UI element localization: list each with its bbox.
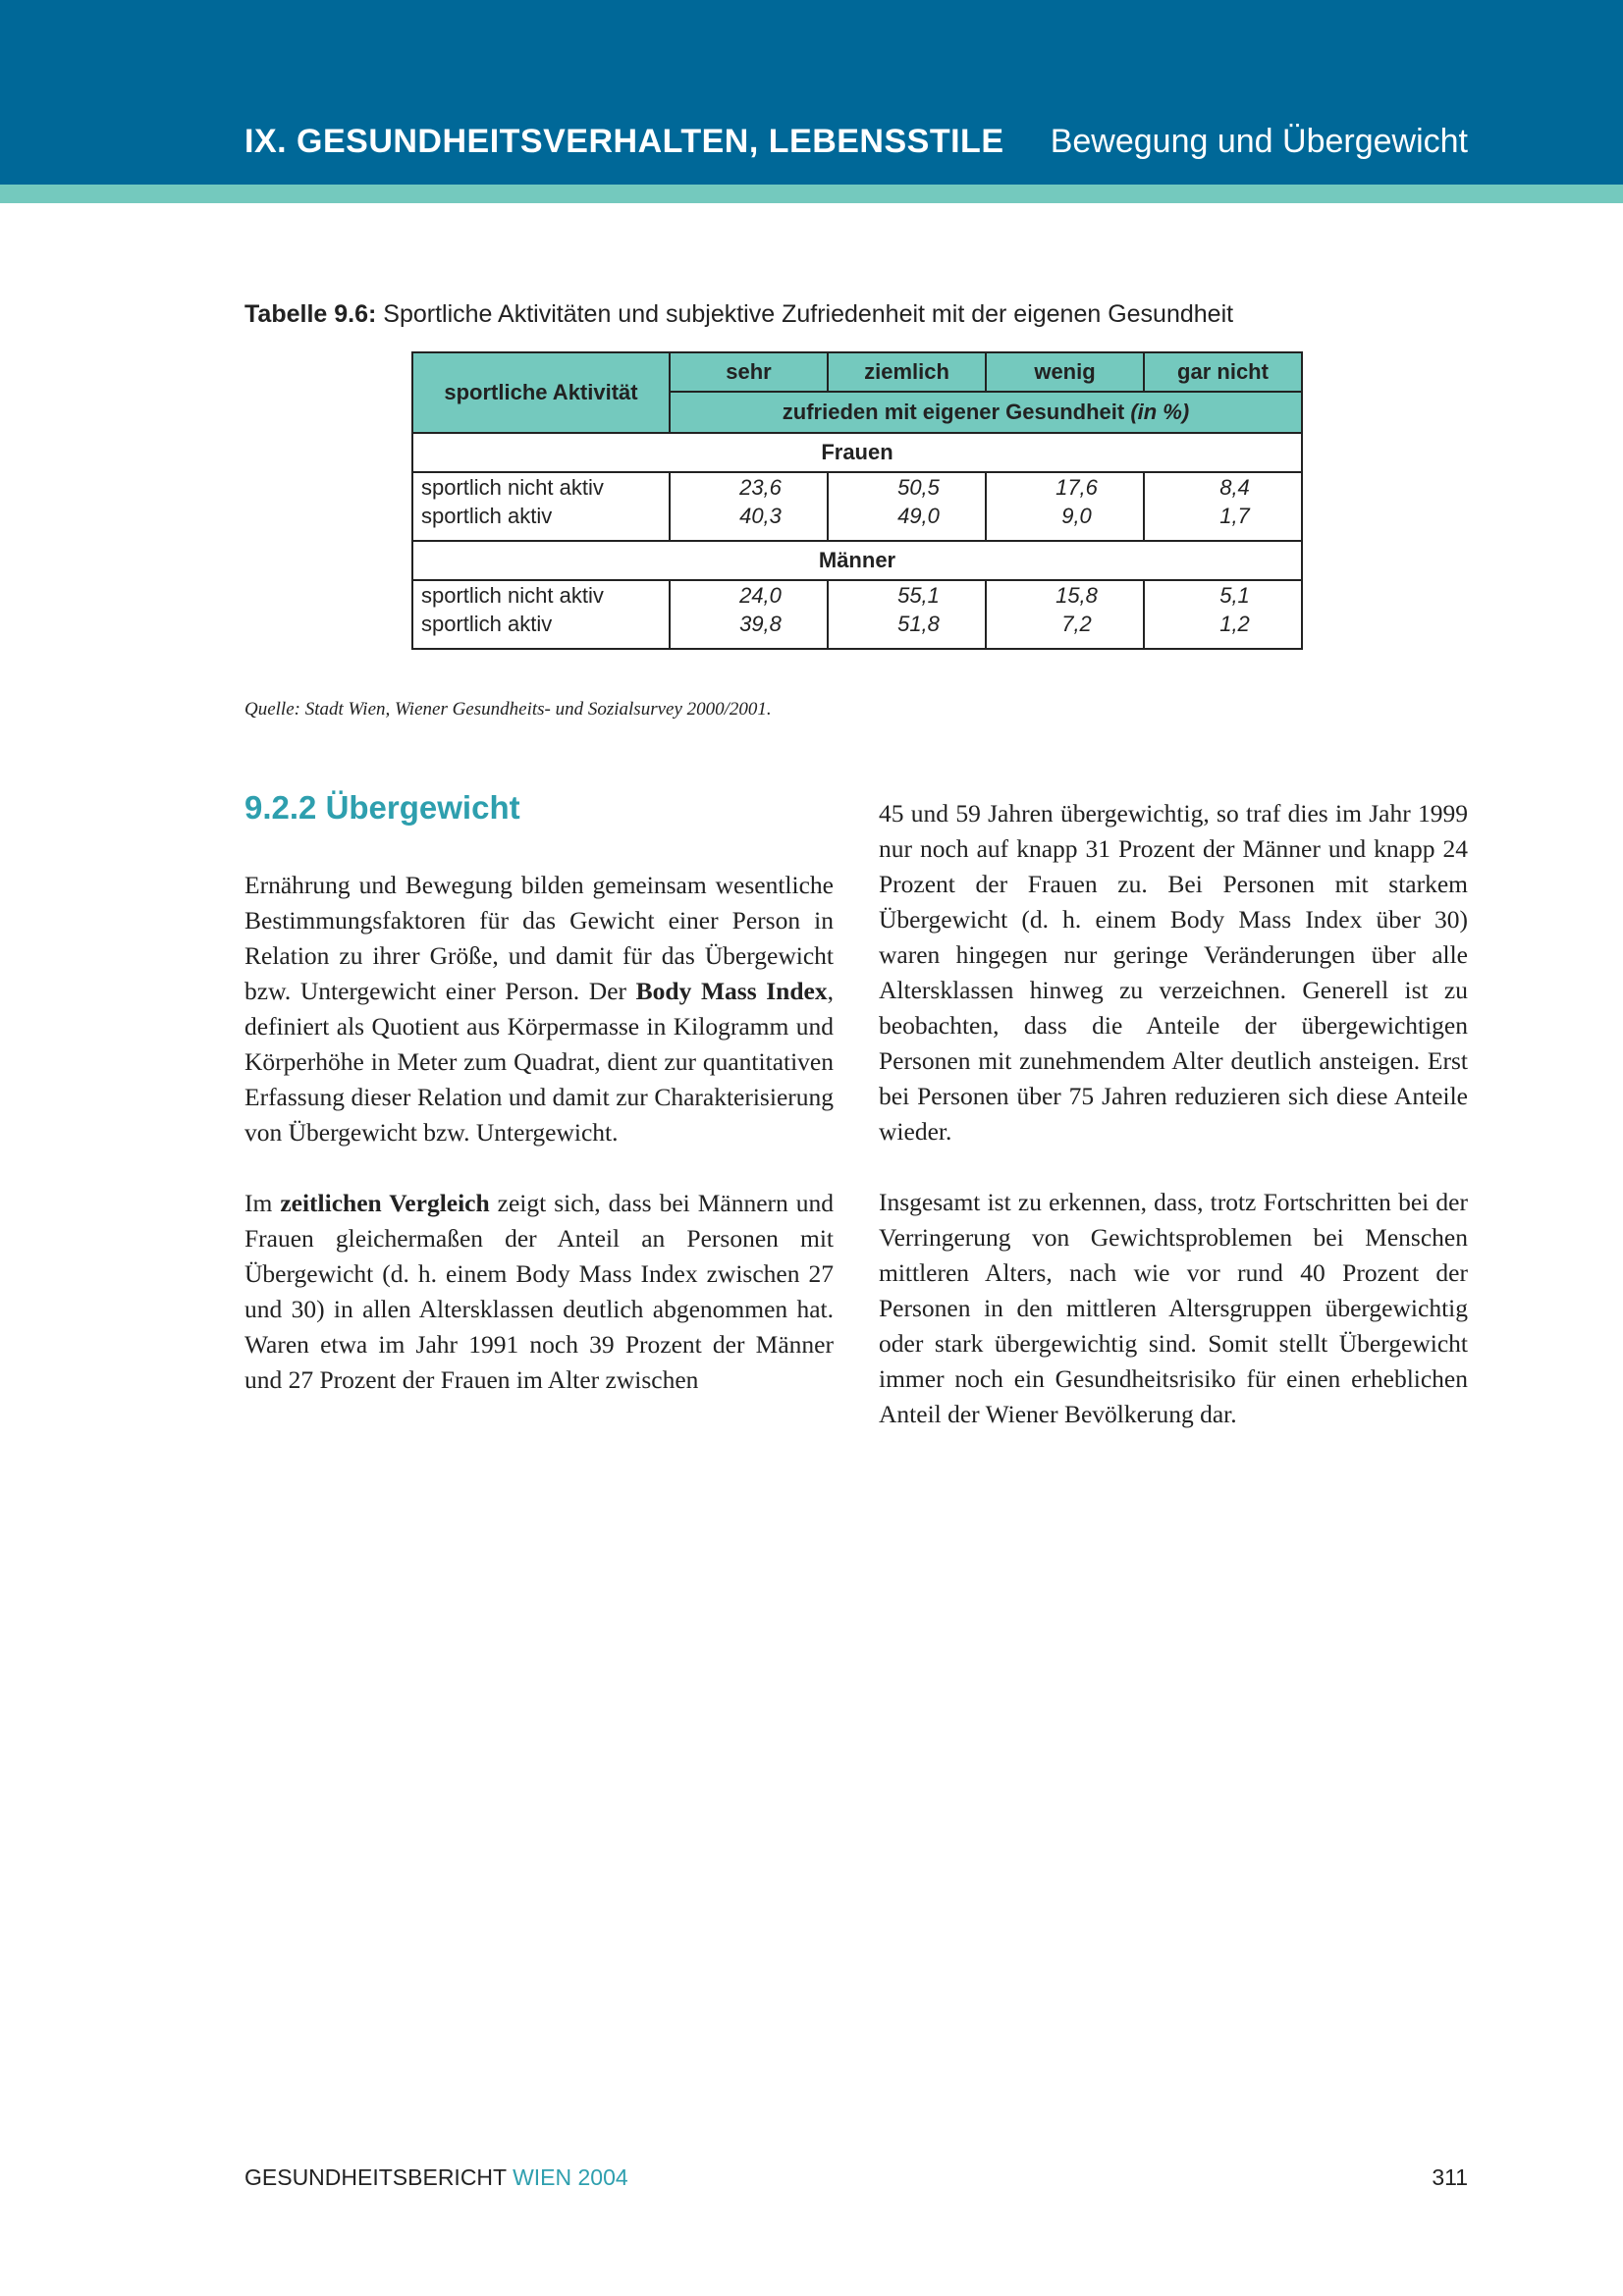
value-cell: [1144, 472, 1302, 541]
value: 1,2: [1219, 612, 1250, 636]
footer-title: GESUNDHEITSBERICHT WIEN 2004: [244, 2164, 628, 2190]
row-label: sportlich nicht aktiv: [421, 475, 604, 500]
table-caption-text: Sportliche Aktivitäten und subjektive Zufriedenheit mit der eigenen Gesundheit: [383, 300, 1234, 328]
column-header: sehr: [670, 352, 828, 392]
value-cell: [670, 472, 828, 541]
table-source: Quelle: Stadt Wien, Wiener Gesundheits- und Sozialsurvey 2000/2001.: [244, 699, 772, 720]
value: 51,8: [897, 612, 940, 636]
term-bmi: Body Mass Index: [635, 977, 828, 1005]
value: 5,1: [1219, 583, 1250, 608]
row-label: sportlich aktiv: [421, 504, 553, 528]
group-label: Frauen: [412, 433, 1302, 472]
value-cell: [670, 580, 828, 649]
group-label: Männer: [412, 541, 1302, 580]
value: 8,4: [1219, 475, 1250, 500]
value: 39,8: [739, 612, 782, 636]
section-heading: 9.2.2 Übergewicht: [244, 789, 520, 826]
value: 9,0: [1061, 504, 1092, 528]
chapter-title: IX. GESUNDHEITSVERHALTEN, LEBENSSTILE: [244, 123, 1004, 160]
column-header: ziemlich: [828, 352, 986, 392]
subheader-text: zufrieden mit eigener Gesundheit: [782, 400, 1125, 424]
header-bar: [0, 0, 1623, 185]
paragraph: 45 und 59 Jahren übergewichtig, so traf dies im Jahr 1999 nur noch auf knapp 31 Prozent der Männer und knapp 24 Prozent der Frauen zu. Bei Personen mit starkem Übergewicht (d. h. einem Body Mass Index über 30) waren hingegen nur geringe Veränderungen über alle Altersklassen hinweg zu verzeichnen. Generell ist zu beobachten, dass die Anteile der übergewichtigen Personen mit zunehmendem Alter deutlich ansteigen. Erst bei Personen über 75 Jahren reduzieren sich diese Anteile wieder.: [879, 799, 1468, 1146]
row-label: sportlich nicht aktiv: [421, 583, 604, 608]
text-column-right: [879, 796, 1468, 1468]
value: 55,1: [897, 583, 940, 608]
row-labels: [412, 472, 670, 541]
header-stripe: [0, 185, 1623, 203]
column-header: gar nicht: [1144, 352, 1302, 392]
table-caption: [244, 300, 1233, 329]
row-label: sportlich aktiv: [421, 612, 553, 636]
term-comparison: zeitlichen Vergleich: [280, 1189, 490, 1217]
value: 49,0: [897, 504, 940, 528]
value-cell: [1144, 580, 1302, 649]
subheader-cell: [670, 392, 1302, 433]
paragraph: Ernährung und Bewegung bilden gemeinsam wesentliche Bestimmungsfaktoren für das Gewicht einer Person in Relation zu ihrer Größe, und damit für das Übergewicht bzw. Untergewicht einer Person. Der Body Mass Index, definiert als Quotient aus Körpermasse in Kilogramm und Körperhöhe in Meter zum Quadrat, dient zur quantitativen Erfassung dieser Relation und damit zur Charakterisierung von Übergewicht bzw. Untergewicht.: [244, 871, 834, 1147]
topic-title: Bewegung und Übergewicht: [1050, 123, 1468, 160]
column-header: wenig: [986, 352, 1144, 392]
value: 24,0: [739, 583, 782, 608]
activity-table: [411, 351, 1303, 650]
value-cell: [828, 580, 986, 649]
value: 40,3: [739, 504, 782, 528]
paragraph: Im zeitlichen Vergleich zeigt sich, dass bei Männern und Frauen gleichermaßen der Anteil an Personen mit Übergewicht (d. h. einem Body Mass Index zwischen 27 und 30) in allen Altersklassen deutlich abgenommen hat. Waren etwa im Jahr 1991 noch 39 Prozent der Männer und 27 Prozent der Frauen im Alter zwischen: [244, 1189, 834, 1394]
value: 23,6: [739, 475, 782, 500]
subheader-unit: (in %): [1130, 400, 1190, 424]
value: 17,6: [1055, 475, 1098, 500]
row-header-cell: sportliche Aktivität: [412, 352, 670, 433]
table-caption-label: Tabelle 9.6:: [244, 300, 377, 328]
value: 50,5: [897, 475, 940, 500]
value: 15,8: [1055, 583, 1098, 608]
value-cell: [828, 472, 986, 541]
text-column-left: [244, 868, 834, 1433]
paragraph: Insgesamt ist zu erkennen, dass, trotz Fortschritten bei der Verringerung von Gewichtsproblemen bei Menschen mittleren Alters, nach wie vor rund 40 Prozent der Personen in den mittleren Altersgruppen übergewichtig oder stark übergewichtig sind. Somit stellt Übergewicht immer noch ein Gesundheitsrisiko für einen erheblichen Anteil der Wiener Bevölkerung dar.: [879, 1188, 1468, 1428]
value: 7,2: [1061, 612, 1092, 636]
footer-title-accent: WIEN 2004: [513, 2164, 628, 2190]
row-labels: [412, 580, 670, 649]
page-number: 311: [1432, 2164, 1468, 2190]
value-cell: [986, 580, 1144, 649]
value-cell: [986, 472, 1144, 541]
value: 1,7: [1219, 504, 1250, 528]
